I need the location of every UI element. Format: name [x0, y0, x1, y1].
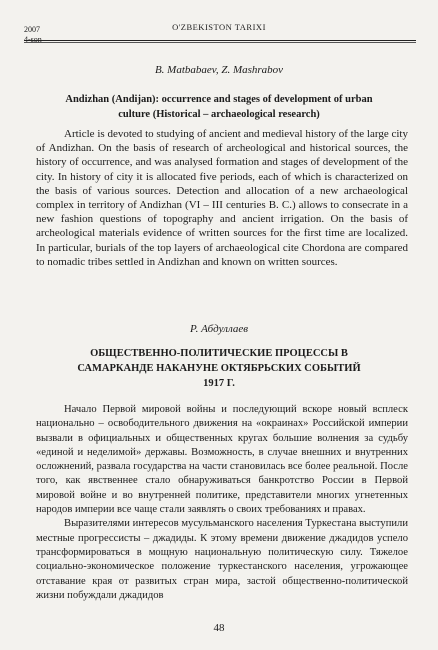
page-number: 48 [213, 622, 225, 634]
article-title: Andizhan (Andijan): occurrence and stages of development of urban culture (Historical – archaeological research) [65, 94, 373, 120]
header-rule-thin [24, 42, 416, 43]
article-title-ru: ОБЩЕСТВЕННО-ПОЛИТИЧЕСКИЕ ПРОЦЕССЫ В САМАРКАНДЕ НАКАНУНЕ ОКТЯБРЬСКИХ СОБЫТИЙ 1917 Г. [77, 348, 361, 389]
article-body-ru [36, 403, 408, 603]
header-rule [24, 40, 416, 41]
article-authors: B. Matbabaev, Z. Mashrabov [154, 64, 284, 76]
article-author-ru: Р. Абдуллаев [189, 323, 249, 335]
header-issue: 4-son [24, 35, 42, 44]
header-year: 2007 [24, 25, 40, 34]
body-paragraph-2: Выразителями интересов мусульманского населения Туркестана выступили местные прогрессисты – джадиды. К этому времени движение джадидов успело трансформироваться в мощную национальную политическую силу. Тяжелое социально-экономическое положение туркестанского населения, угрожающее отставание края от развитых стран мира, застой общественно-политической жизни побуждали джадидов [36, 518, 408, 601]
body-paragraph-1: Начало Первой мировой войны и последующий вскоре новый всплеск национально – освободительного движения на «окраинах» Российской империи вызвали в официальных и общественных кругах большие волнения за судьбу «единой и неделимой» державы. Возможность, в случае внешних и внутренних осложнений, развала государства на части становилась все более реальной. После того, как явственнее стало обнаруживаться банкротство России в Первой мировой войне и во внутренней политике, представители многих угнетенных народов империи все чаще стали заявлять о своих требованиях и правах. [36, 404, 408, 516]
article-abstract [36, 127, 408, 269]
abstract-paragraph: Article is devoted to studying of ancient and medieval history of the large city of Andizhan. On the basis of research of archeological and historical sources, the history of occurrence, and was analysed formation and stages of development of the city. In history of city it is allocated five periods, each of which is characterized on the basis of various sources. Detection and allocation of a new archaeological complex in territory of Andizhan (VI – III centuries B. C.) allows to consecrate in a new fashion questions of topography and ancient irrigation. On the basis of archeological materials evidence of written sources for the first time are localized. In particular, burials of the top layers of archaeological cite Chordona are compared to nomadic tribes settled in Andizhan and known on written sources. [36, 128, 408, 268]
journal-title: O'ZBEKISTON TARIXI [172, 22, 266, 32]
